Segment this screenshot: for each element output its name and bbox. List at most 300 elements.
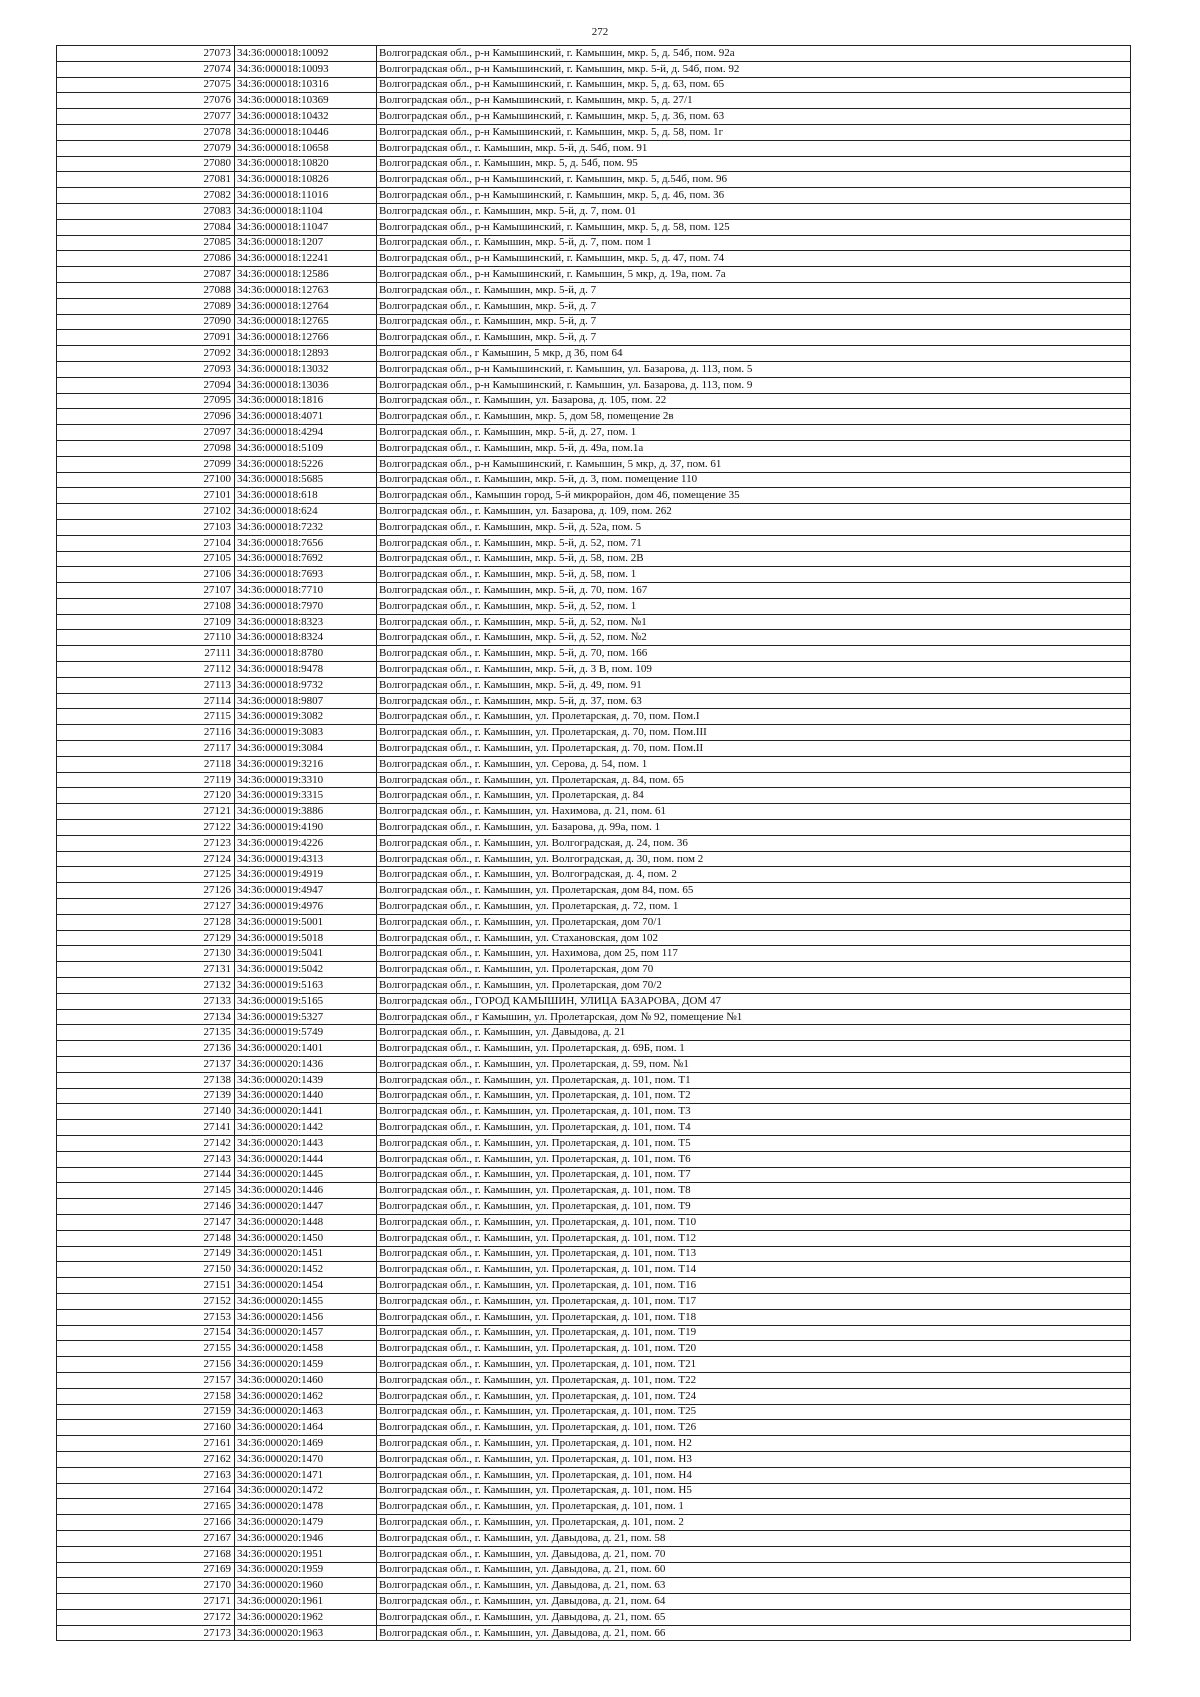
table-row	[57, 1009, 1131, 1025]
cadastral-number: 34:36:000019:5327	[235, 1009, 377, 1025]
address: Волгоградская обл., г. Камышин, мкр. 5-й, д. 7, пом. 01	[377, 203, 1131, 219]
cadastral-number: 34:36:000018:11047	[235, 219, 377, 235]
row-number: 27147	[57, 1214, 235, 1230]
row-number: 27084	[57, 219, 235, 235]
cadastral-number: 34:36:000020:1471	[235, 1467, 377, 1483]
cadastral-number: 34:36:000018:10446	[235, 124, 377, 140]
address: Волгоградская обл., г. Камышин, мкр. 5-й, д. 7	[377, 282, 1131, 298]
address: Волгоградская обл., г. Камышин, мкр. 5-й, д. 70, пом. 167	[377, 583, 1131, 599]
address: Волгоградская обл., г. Камышин, ул. Серова, д. 54, пом. 1	[377, 756, 1131, 772]
row-number: 27166	[57, 1515, 235, 1531]
address: Волгоградская обл., г. Камышин, мкр. 5-й, д. 49, пом. 91	[377, 677, 1131, 693]
table-row	[57, 1214, 1131, 1230]
address: Волгоградская обл., г. Камышин, ул. Давыдова, д. 21, пом. 66	[377, 1625, 1131, 1641]
address: Волгоградская обл., г. Камышин, ул. Пролетарская, д. 101, пом. 2	[377, 1515, 1131, 1531]
row-number: 27080	[57, 156, 235, 172]
address: Волгоградская обл., г. Камышин, ул. Волгоградская, д. 24, пом. 36	[377, 835, 1131, 851]
row-number: 27158	[57, 1388, 235, 1404]
cadastral-number: 34:36:000018:4294	[235, 425, 377, 441]
row-number: 27112	[57, 662, 235, 678]
row-number: 27139	[57, 1088, 235, 1104]
table-row	[57, 1072, 1131, 1088]
address: Волгоградская обл., г. Камышин, ул. Нахимова, д. 21, пом. 61	[377, 804, 1131, 820]
row-number: 27101	[57, 488, 235, 504]
cadastral-number: 34:36:000018:10369	[235, 93, 377, 109]
table-row	[57, 1451, 1131, 1467]
row-number: 27157	[57, 1372, 235, 1388]
cadastral-number: 34:36:000019:5163	[235, 978, 377, 994]
address: Волгоградская обл., р-н Камышинский, г. Камышин, мкр. 5, д. 54б, пом. 92а	[377, 46, 1131, 62]
cadastral-number: 34:36:000018:12765	[235, 314, 377, 330]
cadastral-number: 34:36:000020:1450	[235, 1230, 377, 1246]
table-row	[57, 1246, 1131, 1262]
address: Волгоградская обл., г. Камышин, мкр. 5-й, д. 3 В, пом. 109	[377, 662, 1131, 678]
cadastral-number: 34:36:000018:13032	[235, 361, 377, 377]
address: Волгоградская обл., г. Камышин, ул. Пролетарская, д. 101, пом. Т19	[377, 1325, 1131, 1341]
table-row	[57, 93, 1131, 109]
row-number: 27075	[57, 77, 235, 93]
row-number: 27097	[57, 425, 235, 441]
cadastral-number: 34:36:000018:12766	[235, 330, 377, 346]
table-row	[57, 1594, 1131, 1610]
table-row	[57, 646, 1131, 662]
cadastral-number: 34:36:000020:1951	[235, 1546, 377, 1562]
table-row	[57, 1436, 1131, 1452]
address: Волгоградская обл., г. Камышин, ул. Давыдова, д. 21, пом. 58	[377, 1530, 1131, 1546]
table-row	[57, 1088, 1131, 1104]
cadastral-number: 34:36:000019:5001	[235, 914, 377, 930]
cadastral-number: 34:36:000018:11016	[235, 188, 377, 204]
row-number: 27074	[57, 61, 235, 77]
cadastral-number: 34:36:000020:1456	[235, 1309, 377, 1325]
table-row	[57, 1183, 1131, 1199]
cadastral-number: 34:36:000020:1436	[235, 1057, 377, 1073]
table-row	[57, 1309, 1131, 1325]
table-row	[57, 993, 1131, 1009]
table-row	[57, 235, 1131, 251]
row-number: 27128	[57, 914, 235, 930]
row-number: 27131	[57, 962, 235, 978]
row-number: 27168	[57, 1546, 235, 1562]
address: Волгоградская обл., р-н Камышинский, г. Камышин, мкр. 5, д. 27/1	[377, 93, 1131, 109]
table-row	[57, 267, 1131, 283]
table-row	[57, 551, 1131, 567]
row-number: 27164	[57, 1483, 235, 1499]
table-row	[57, 203, 1131, 219]
cadastral-number: 34:36:000019:3082	[235, 709, 377, 725]
table-row	[57, 1104, 1131, 1120]
table-row	[57, 219, 1131, 235]
cadastral-number: 34:36:000020:1464	[235, 1420, 377, 1436]
cadastral-number: 34:36:000020:1959	[235, 1562, 377, 1578]
address: Волгоградская обл., р-н Камышинский, г. Камышин, 5 мкр, д. 37, пом. 61	[377, 456, 1131, 472]
table-row	[57, 519, 1131, 535]
row-number: 27173	[57, 1625, 235, 1641]
address: Волгоградская обл., г. Камышин, ул. Пролетарская, д. 72, пом. 1	[377, 899, 1131, 915]
row-number: 27154	[57, 1325, 235, 1341]
row-number: 27109	[57, 614, 235, 630]
table-row	[57, 46, 1131, 62]
table-row	[57, 962, 1131, 978]
cadastral-number: 34:36:000018:12763	[235, 282, 377, 298]
cadastral-number: 34:36:000020:1470	[235, 1451, 377, 1467]
cadastral-number: 34:36:000020:1479	[235, 1515, 377, 1531]
address: Волгоградская обл., р-н Камышинский, г. Камышин, ул. Базарова, д. 113, пом. 9	[377, 377, 1131, 393]
cadastral-number: 34:36:000018:12764	[235, 298, 377, 314]
cadastral-number: 34:36:000018:10432	[235, 109, 377, 125]
cadastral-number: 34:36:000018:1104	[235, 203, 377, 219]
row-number: 27122	[57, 820, 235, 836]
address: Волгоградская обл., г. Камышин, ул. Пролетарская, д. 101, пом. Т10	[377, 1214, 1131, 1230]
row-number: 27105	[57, 551, 235, 567]
address: Волгоградская обл., г. Камышин, ул. Пролетарская, д. 101, пом. Т4	[377, 1120, 1131, 1136]
address: Волгоградская обл., г. Камышин, мкр. 5-й, д. 58, пом. 2В	[377, 551, 1131, 567]
address: Волгоградская обл., г. Камышин, мкр. 5-й, д. 27, пом. 1	[377, 425, 1131, 441]
address: Волгоградская обл., г. Камышин, ул. Пролетарская, д. 101, пом. Т17	[377, 1293, 1131, 1309]
table-row	[57, 1057, 1131, 1073]
row-number: 27127	[57, 899, 235, 915]
table-row	[57, 1230, 1131, 1246]
row-number: 27167	[57, 1530, 235, 1546]
row-number: 27086	[57, 251, 235, 267]
row-number: 27083	[57, 203, 235, 219]
address: Волгоградская обл., г. Камышин, ул. Пролетарская, д. 70, пом. Пом.I	[377, 709, 1131, 725]
row-number: 27114	[57, 693, 235, 709]
cadastral-number: 34:36:000018:12241	[235, 251, 377, 267]
cadastral-number: 34:36:000019:5749	[235, 1025, 377, 1041]
row-number: 27077	[57, 109, 235, 125]
table-row	[57, 788, 1131, 804]
address: Волгоградская обл., г. Камышин, ул. Пролетарская, д. 70, пом. Пом.III	[377, 725, 1131, 741]
table-row	[57, 1388, 1131, 1404]
cadastral-number: 34:36:000018:8780	[235, 646, 377, 662]
row-number: 27155	[57, 1341, 235, 1357]
cadastral-number: 34:36:000020:1442	[235, 1120, 377, 1136]
table-row	[57, 1262, 1131, 1278]
row-number: 27149	[57, 1246, 235, 1262]
address: Волгоградская обл., г. Камышин, ул. Пролетарская, д. 101, пом. Н2	[377, 1436, 1131, 1452]
table-row	[57, 756, 1131, 772]
address: Волгоградская обл., г. Камышин, ул. Волгоградская, д. 4, пом. 2	[377, 867, 1131, 883]
table-row	[57, 709, 1131, 725]
address: Волгоградская обл., г. Камышин, ул. Пролетарская, д. 70, пом. Пом.II	[377, 741, 1131, 757]
row-number: 27132	[57, 978, 235, 994]
property-table-body	[57, 46, 1131, 1641]
table-row	[57, 1041, 1131, 1057]
table-row	[57, 1467, 1131, 1483]
address: Волгоградская обл., г. Камышин, ул. Пролетарская, дом 84, пом. 65	[377, 883, 1131, 899]
cadastral-number: 34:36:000020:1962	[235, 1609, 377, 1625]
cadastral-number: 34:36:000020:1458	[235, 1341, 377, 1357]
table-row	[57, 1357, 1131, 1373]
row-number: 27085	[57, 235, 235, 251]
table-row	[57, 109, 1131, 125]
table-row	[57, 1135, 1131, 1151]
address: Волгоградская обл., г. Камышин, ул. Пролетарская, дом 70/2	[377, 978, 1131, 994]
table-row	[57, 851, 1131, 867]
row-number: 27076	[57, 93, 235, 109]
address: Волгоградская обл., г. Камышин, мкр. 5-й, д. 52, пом. 71	[377, 535, 1131, 551]
address: Волгоградская обл., р-н Камышинский, г. Камышин, ул. Базарова, д. 113, пом. 5	[377, 361, 1131, 377]
page-number: 272	[591, 26, 609, 38]
cadastral-number: 34:36:000020:1444	[235, 1151, 377, 1167]
table-row	[57, 1025, 1131, 1041]
address: Волгоградская обл., г. Камышин, мкр. 5-й, д. 49а, пом.1а	[377, 440, 1131, 456]
cadastral-number: 34:36:000020:1455	[235, 1293, 377, 1309]
table-row	[57, 883, 1131, 899]
table-row	[57, 456, 1131, 472]
table-row	[57, 535, 1131, 551]
address: Волгоградская обл., г. Камышин, ул. Пролетарская, д. 101, пом. Т12	[377, 1230, 1131, 1246]
row-number: 27162	[57, 1451, 235, 1467]
cadastral-number: 34:36:000018:1207	[235, 235, 377, 251]
table-row	[57, 867, 1131, 883]
address: Волгоградская обл., г. Камышин, ул. Пролетарская, д. 101, пом. Т24	[377, 1388, 1131, 1404]
cadastral-number: 34:36:000020:1459	[235, 1357, 377, 1373]
row-number: 27100	[57, 472, 235, 488]
cadastral-number: 34:36:000018:10826	[235, 172, 377, 188]
table-row	[57, 741, 1131, 757]
row-number: 27145	[57, 1183, 235, 1199]
row-number: 27148	[57, 1230, 235, 1246]
row-number: 27136	[57, 1041, 235, 1057]
row-number: 27138	[57, 1072, 235, 1088]
address: Волгоградская обл., р-н Камышинский, г. Камышин, мкр. 5, д. 63, пом. 65	[377, 77, 1131, 93]
address: Волгоградская обл., г. Камышин, ул. Пролетарская, д. 101, пом. 1	[377, 1499, 1131, 1515]
cadastral-number: 34:36:000018:9478	[235, 662, 377, 678]
table-row	[57, 282, 1131, 298]
row-number: 27137	[57, 1057, 235, 1073]
cadastral-number: 34:36:000020:1478	[235, 1499, 377, 1515]
table-row	[57, 1546, 1131, 1562]
table-row	[57, 978, 1131, 994]
cadastral-number: 34:36:000019:3084	[235, 741, 377, 757]
cadastral-number: 34:36:000019:3310	[235, 772, 377, 788]
table-row	[57, 914, 1131, 930]
cadastral-number: 34:36:000020:1401	[235, 1041, 377, 1057]
table-row	[57, 1562, 1131, 1578]
address: Волгоградская обл., Камышин город, 5-й микрорайон, дом 46, помещение 35	[377, 488, 1131, 504]
table-row	[57, 930, 1131, 946]
property-table	[56, 45, 1131, 1641]
cadastral-number: 34:36:000018:618	[235, 488, 377, 504]
row-number: 27108	[57, 598, 235, 614]
address: Волгоградская обл., г. Камышин, ул. Пролетарская, д. 101, пом. Т6	[377, 1151, 1131, 1167]
row-number: 27151	[57, 1278, 235, 1294]
row-number: 27091	[57, 330, 235, 346]
address: Волгоградская обл., г. Камышин, ул. Пролетарская, д. 101, пом. Т20	[377, 1341, 1131, 1357]
cadastral-number: 34:36:000020:1447	[235, 1199, 377, 1215]
row-number: 27079	[57, 140, 235, 156]
row-number: 27135	[57, 1025, 235, 1041]
address: Волгоградская обл., г. Камышин, мкр. 5-й, д. 70, пом. 166	[377, 646, 1131, 662]
table-row	[57, 1199, 1131, 1215]
address: Волгоградская обл., г. Камышин, мкр. 5-й, д. 52, пом. 1	[377, 598, 1131, 614]
cadastral-number: 34:36:000020:1460	[235, 1372, 377, 1388]
cadastral-number: 34:36:000020:1472	[235, 1483, 377, 1499]
table-row	[57, 567, 1131, 583]
address: Волгоградская обл., г. Камышин, ул. Пролетарская, д. 101, пом. Н3	[377, 1451, 1131, 1467]
row-number: 27093	[57, 361, 235, 377]
address: Волгоградская обл., г. Камышин, ул. Пролетарская, д. 101, пом. Т3	[377, 1104, 1131, 1120]
row-number: 27111	[57, 646, 235, 662]
cadastral-number: 34:36:000018:10093	[235, 61, 377, 77]
cadastral-number: 34:36:000020:1463	[235, 1404, 377, 1420]
row-number: 27124	[57, 851, 235, 867]
table-row	[57, 188, 1131, 204]
cadastral-number: 34:36:000019:5165	[235, 993, 377, 1009]
address: Волгоградская обл., г. Камышин, ул. Давыдова, д. 21, пом. 70	[377, 1546, 1131, 1562]
row-number: 27120	[57, 788, 235, 804]
address: Волгоградская обл., г. Камышин, ул. Пролетарская, д. 101, пом. Т21	[377, 1357, 1131, 1373]
cadastral-number: 34:36:000020:1443	[235, 1135, 377, 1151]
address: Волгоградская обл., г. Камышин, ул. Пролетарская, д. 101, пом. Т2	[377, 1088, 1131, 1104]
address: Волгоградская обл., г Камышин, ул. Пролетарская, дом № 92, помещение №1	[377, 1009, 1131, 1025]
cadastral-number: 34:36:000019:4226	[235, 835, 377, 851]
address: Волгоградская обл., р-н Камышинский, г. Камышин, мкр. 5, д.54б, пом. 96	[377, 172, 1131, 188]
table-row	[57, 298, 1131, 314]
table-row	[57, 1151, 1131, 1167]
row-number: 27087	[57, 267, 235, 283]
table-row	[57, 1578, 1131, 1594]
address: Волгоградская обл., р-н Камышинский, г. Камышин, мкр. 5, д. 58, пом. 125	[377, 219, 1131, 235]
table-row	[57, 346, 1131, 362]
row-number: 27115	[57, 709, 235, 725]
table-row	[57, 1341, 1131, 1357]
cadastral-number: 34:36:000019:3083	[235, 725, 377, 741]
table-row	[57, 1167, 1131, 1183]
table-row	[57, 504, 1131, 520]
cadastral-number: 34:36:000020:1452	[235, 1262, 377, 1278]
table-row	[57, 377, 1131, 393]
table-row	[57, 393, 1131, 409]
row-number: 27141	[57, 1120, 235, 1136]
row-number: 27102	[57, 504, 235, 520]
address: Волгоградская обл., г. Камышин, ул. Пролетарская, д. 101, пом. Т14	[377, 1262, 1131, 1278]
row-number: 27160	[57, 1420, 235, 1436]
cadastral-number: 34:36:000018:624	[235, 504, 377, 520]
row-number: 27150	[57, 1262, 235, 1278]
cadastral-number: 34:36:000018:7710	[235, 583, 377, 599]
cadastral-number: 34:36:000020:1454	[235, 1278, 377, 1294]
table-row	[57, 1420, 1131, 1436]
row-number: 27082	[57, 188, 235, 204]
table-row	[57, 361, 1131, 377]
row-number: 27119	[57, 772, 235, 788]
address: Волгоградская обл., г. Камышин, мкр. 5-й, д. 54б, пом. 91	[377, 140, 1131, 156]
table-row	[57, 1404, 1131, 1420]
address: Волгоградская обл., ГОРОД КАМЫШИН, УЛИЦА БАЗАРОВА, ДОМ 47	[377, 993, 1131, 1009]
address: Волгоградская обл., г. Камышин, ул. Базарова, д. 105, пом. 22	[377, 393, 1131, 409]
cadastral-number: 34:36:000019:4947	[235, 883, 377, 899]
cadastral-number: 34:36:000020:1451	[235, 1246, 377, 1262]
row-number: 27126	[57, 883, 235, 899]
table-row	[57, 330, 1131, 346]
row-number: 27133	[57, 993, 235, 1009]
table-row	[57, 946, 1131, 962]
row-number: 27146	[57, 1199, 235, 1215]
table-row	[57, 662, 1131, 678]
row-number: 27125	[57, 867, 235, 883]
address: Волгоградская обл., г. Камышин, ул. Пролетарская, д. 101, пом. Т13	[377, 1246, 1131, 1262]
cadastral-number: 34:36:000019:4313	[235, 851, 377, 867]
cadastral-number: 34:36:000018:12586	[235, 267, 377, 283]
address: Волгоградская обл., г. Камышин, ул. Пролетарская, д. 84, пом. 65	[377, 772, 1131, 788]
cadastral-number: 34:36:000018:5226	[235, 456, 377, 472]
table-row	[57, 425, 1131, 441]
table-row	[57, 1293, 1131, 1309]
table-row	[57, 1325, 1131, 1341]
table-row	[57, 440, 1131, 456]
table-row	[57, 583, 1131, 599]
table-row	[57, 693, 1131, 709]
table-row	[57, 630, 1131, 646]
cadastral-number: 34:36:000020:1469	[235, 1436, 377, 1452]
row-number: 27092	[57, 346, 235, 362]
table-row	[57, 820, 1131, 836]
cadastral-number: 34:36:000019:4919	[235, 867, 377, 883]
table-row	[57, 1483, 1131, 1499]
row-number: 27099	[57, 456, 235, 472]
row-number: 27110	[57, 630, 235, 646]
row-number: 27163	[57, 1467, 235, 1483]
row-number: 27161	[57, 1436, 235, 1452]
address: Волгоградская обл., г. Камышин, ул. Пролетарская, д. 59, пом. №1	[377, 1057, 1131, 1073]
table-row	[57, 172, 1131, 188]
address: Волгоградская обл., г. Камышин, ул. Пролетарская, д. 69Б, пом. 1	[377, 1041, 1131, 1057]
address: Волгоградская обл., г. Камышин, ул. Стахановская, дом 102	[377, 930, 1131, 946]
row-number: 27098	[57, 440, 235, 456]
cadastral-number: 34:36:000018:8324	[235, 630, 377, 646]
row-number: 27130	[57, 946, 235, 962]
table-row	[57, 598, 1131, 614]
table-row	[57, 772, 1131, 788]
address: Волгоградская обл., г. Камышин, мкр. 5-й, д. 3, пом. помещение 110	[377, 472, 1131, 488]
address: Волгоградская обл., г. Камышин, ул. Пролетарская, д. 101, пом. Т18	[377, 1309, 1131, 1325]
cadastral-number: 34:36:000018:10316	[235, 77, 377, 93]
row-number: 27116	[57, 725, 235, 741]
address: Волгоградская обл., г. Камышин, мкр. 5-й, д. 7	[377, 330, 1131, 346]
address: Волгоградская обл., г. Камышин, ул. Пролетарская, д. 101, пом. Т8	[377, 1183, 1131, 1199]
table-row	[57, 899, 1131, 915]
table-row	[57, 1625, 1131, 1641]
table-row	[57, 124, 1131, 140]
row-number: 27170	[57, 1578, 235, 1594]
cadastral-number: 34:36:000020:1441	[235, 1104, 377, 1120]
row-number: 27090	[57, 314, 235, 330]
table-row	[57, 409, 1131, 425]
row-number: 27095	[57, 393, 235, 409]
address: Волгоградская обл., г. Камышин, ул. Волгоградская, д. 30, пом. пом 2	[377, 851, 1131, 867]
address: Волгоградская обл., г. Камышин, мкр. 5-й, д. 52, пом. №1	[377, 614, 1131, 630]
cadastral-number: 34:36:000020:1446	[235, 1183, 377, 1199]
table-row	[57, 61, 1131, 77]
address: Волгоградская обл., г. Камышин, мкр. 5, д. 54б, пом. 95	[377, 156, 1131, 172]
address: Волгоградская обл., г. Камышин, ул. Пролетарская, д. 101, пом. Т25	[377, 1404, 1131, 1420]
address: Волгоградская обл., г. Камышин, ул. Пролетарская, д. 101, пом. Н5	[377, 1483, 1131, 1499]
cadastral-number: 34:36:000020:1440	[235, 1088, 377, 1104]
address: Волгоградская обл., р-н Камышинский, г. Камышин, мкр. 5, д. 36, пом. 63	[377, 109, 1131, 125]
cadastral-number: 34:36:000018:4071	[235, 409, 377, 425]
address: Волгоградская обл., г. Камышин, ул. Пролетарская, дом 70	[377, 962, 1131, 978]
table-row	[57, 1609, 1131, 1625]
row-number: 27172	[57, 1609, 235, 1625]
row-number: 27103	[57, 519, 235, 535]
cadastral-number: 34:36:000019:3315	[235, 788, 377, 804]
cadastral-number: 34:36:000020:1960	[235, 1578, 377, 1594]
address: Волгоградская обл., г. Камышин, ул. Пролетарская, д. 101, пом. Т26	[377, 1420, 1131, 1436]
cadastral-number: 34:36:000019:4976	[235, 899, 377, 915]
